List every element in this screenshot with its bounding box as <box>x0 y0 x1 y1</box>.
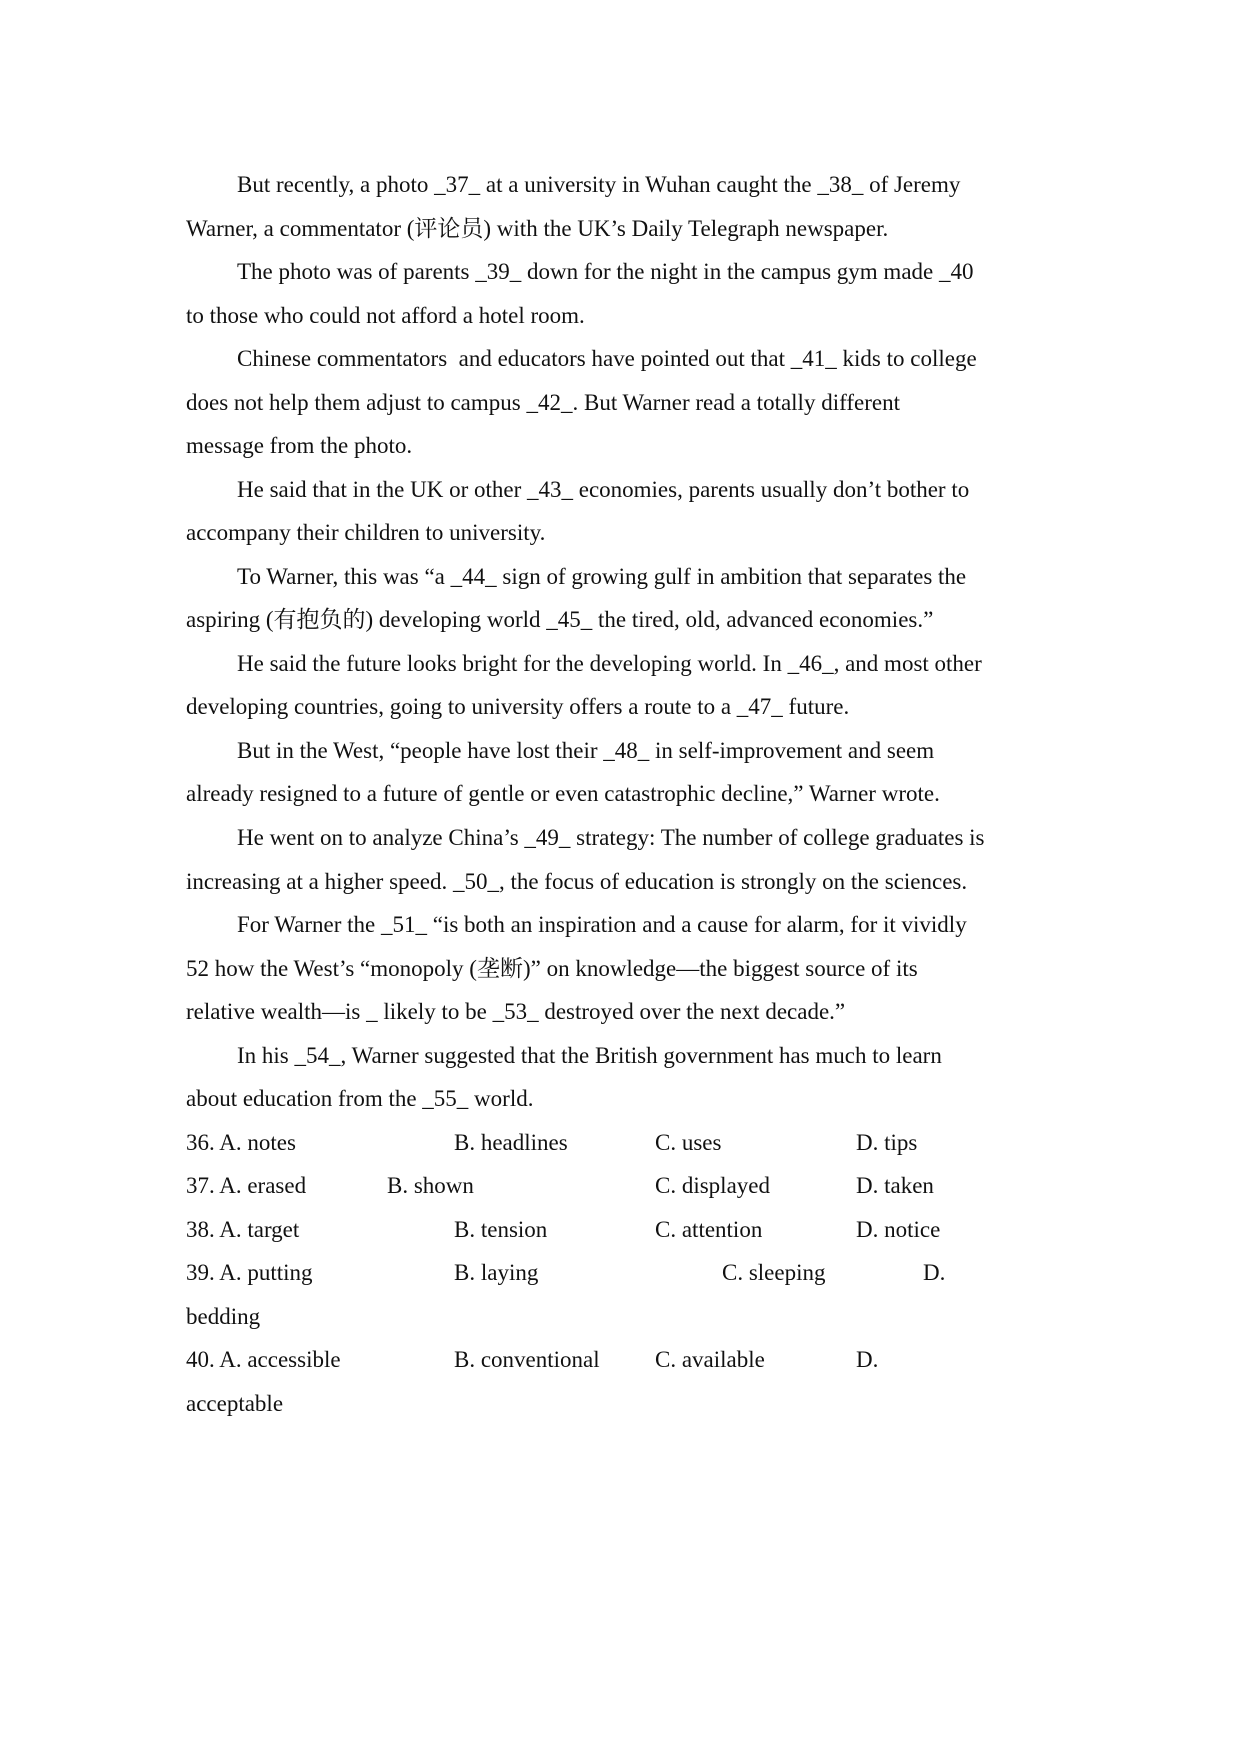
option-38-b: B. tension <box>454 1217 548 1242</box>
passage-line: accompany their children to university. <box>186 520 546 545</box>
passage-line: does not help them adjust to campus _42_. But Warner read a totally different <box>186 390 900 415</box>
passage-line: 52 how the West’s “monopoly (垄断)” on knowledge—the biggest source of its <box>186 956 918 981</box>
option-40-d: D. <box>856 1347 879 1372</box>
option-40-d-text: acceptable <box>186 1391 284 1416</box>
option-40-c: C. available <box>655 1347 765 1372</box>
passage-line: In his _54_, Warner suggested that the British government has much to learn <box>237 1043 942 1068</box>
passage-line: increasing at a higher speed. _50_, the focus of education is strongly on the sciences. <box>186 869 968 894</box>
option-39-d: D. <box>923 1260 946 1285</box>
option-40-b: B. conventional <box>454 1347 600 1372</box>
option-37-c: C. displayed <box>655 1173 770 1198</box>
option-37-d: D. taken <box>856 1173 934 1198</box>
option-37-a: 37. A. erased <box>186 1173 307 1198</box>
option-39-c: C. sleeping <box>722 1260 826 1285</box>
option-40-a: 40. A. accessible <box>186 1347 341 1372</box>
option-39-d-text: bedding <box>186 1304 261 1329</box>
passage-line: He went on to analyze China’s _49_ strategy: The number of college graduates is <box>237 825 985 850</box>
option-38-a: 38. A. target <box>186 1217 300 1242</box>
passage-line: message from the photo. <box>186 433 413 458</box>
option-38-c: C. attention <box>655 1217 763 1242</box>
option-39-b: B. laying <box>454 1260 539 1285</box>
option-36-d: D. tips <box>856 1130 918 1155</box>
passage-line: already resigned to a future of gentle or even catastrophic decline,” Warner wrote. <box>186 781 940 806</box>
passage-line: aspiring (有抱负的) developing world _45_ the tired, old, advanced economies.” <box>186 607 934 632</box>
option-39-a: 39. A. putting <box>186 1260 313 1285</box>
passage-line: But in the West, “people have lost their _48_ in self-improvement and seem <box>237 738 935 763</box>
option-38-d: D. notice <box>856 1217 941 1242</box>
passage-line: developing countries, going to university offers a route to a _47_ future. <box>186 694 850 719</box>
passage-line: For Warner the _51_ “is both an inspiration and a cause for alarm, for it vividly <box>237 912 967 937</box>
passage-line: To Warner, this was “a _44_ sign of growing gulf in ambition that separates the <box>237 564 967 589</box>
passage-line: Warner, a commentator (评论员) with the UK’s Daily Telegraph newspaper. <box>186 216 889 241</box>
passage-line: relative wealth—is _ likely to be _53_ destroyed over the next decade.” <box>186 999 846 1024</box>
option-36-c: C. uses <box>655 1130 722 1155</box>
passage-line: But recently, a photo _37_ at a university in Wuhan caught the _38_ of Jeremy <box>237 172 961 197</box>
passage-line: to those who could not afford a hotel room. <box>186 303 585 328</box>
passage-line: He said that in the UK or other _43_ economies, parents usually don’t bother to <box>237 477 970 502</box>
option-36-a: 36. A. notes <box>186 1130 296 1155</box>
passage-line: Chinese commentators and educators have pointed out that _41_ kids to college <box>237 346 977 371</box>
passage-line: about education from the _55_ world. <box>186 1086 534 1111</box>
option-36-b: B. headlines <box>454 1130 568 1155</box>
option-37-b: B. shown <box>387 1173 474 1198</box>
passage-line: The photo was of parents _39_ down for the night in the campus gym made _40 <box>237 259 974 284</box>
passage-line: He said the future looks bright for the developing world. In _46_, and most other <box>237 651 982 676</box>
